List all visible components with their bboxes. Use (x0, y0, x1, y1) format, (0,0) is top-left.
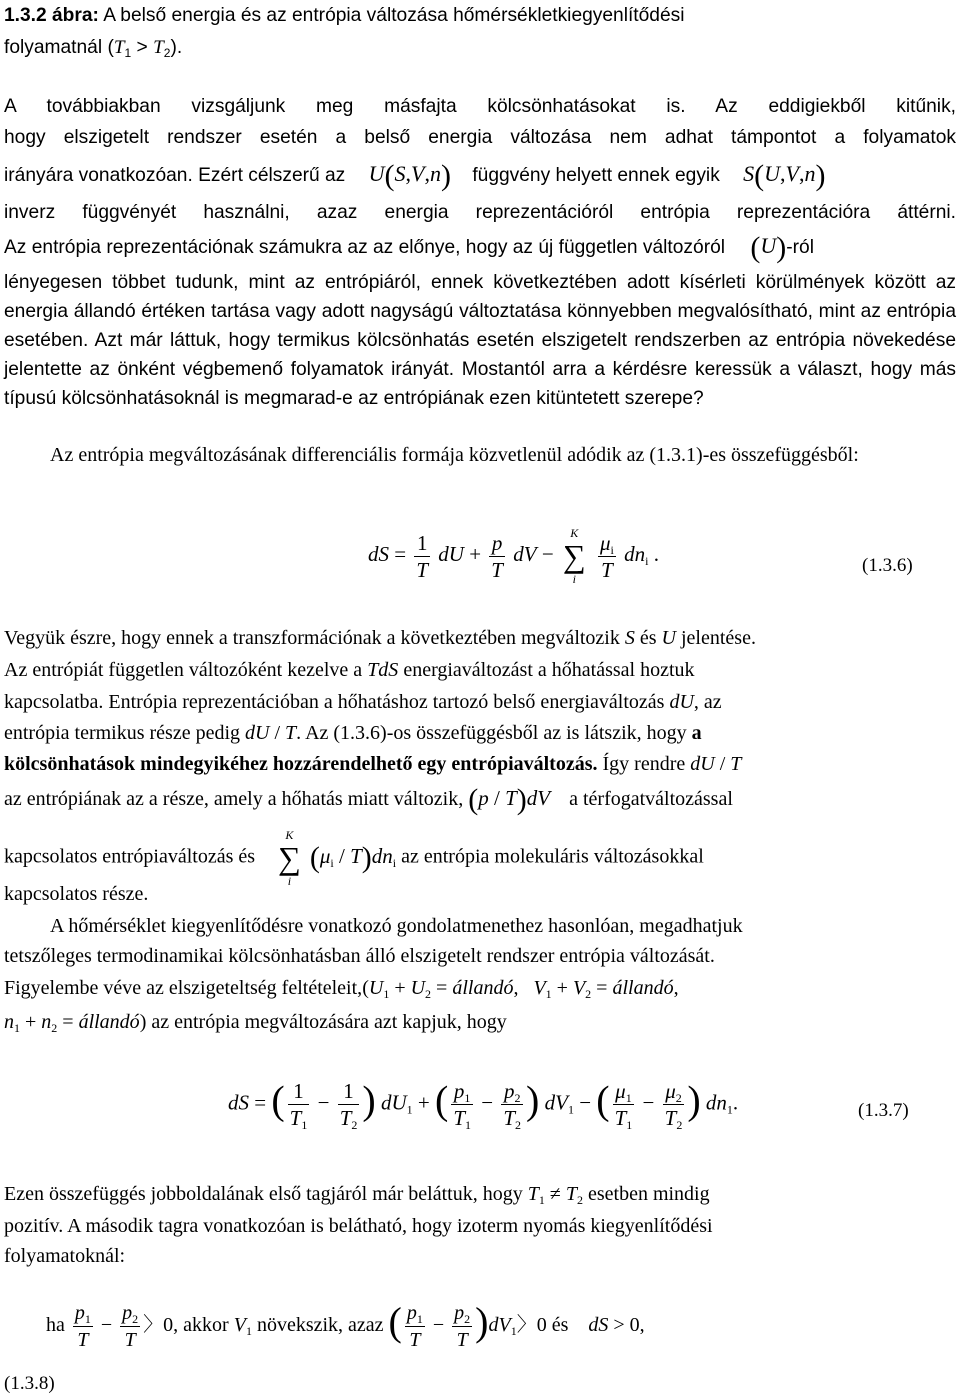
para4-line3: kapcsolatba. Entrópia reprezentációban a hőhatáshoz tartozó belső energiaváltozás dU, az (4, 691, 722, 713)
eq-label-1-3-7: (1.3.7) (858, 1100, 909, 1121)
equation-1-3-6: dS = $\frac{1}{T}$ dU + $\frac{p}{T}$ dV − K ∑ i $\frac{\mu_i}{T}$ $dn_i$ . (368, 526, 659, 586)
para4-line7: kapcsolatos entrópiaváltozás és K ∑ i $(\mu_i / T)dn_i$ az entrópia molekuláris változásokkal (4, 828, 704, 888)
para5-line1: A hőmérséklet kiegyenlítődésre vonatkozó gondolatmenethez hasonlóan, megadhatjuk (50, 915, 743, 937)
para2-body: lényegesen többet tudunk, mint az entrópiáról, ennek következtében adott kísérleti körülmények között az energia állandó értéken tartása vagy adott nagyságú változtatása könnyebben megvalósítható, mint az entrópia esetében. Azt már láttuk, hogy termikus kölcsönhatás esetén elszigetelt rendszerben az entrópia növekedése jelentette az önként végbemenő folyamatok irányát. Mostantól arra a kérdésre keressük a választ, hogy más típusú kölcsönhatásoknál is megmarad-e az entrópiának ezen kitüntetett szerepe? (4, 272, 956, 409)
para6-line3: folyamatoknál: (4, 1245, 126, 1267)
figure-caption: 1.3.2 ábra: A belső energia és az entrópia változása hőmérsékletkiegyenlítődési (4, 5, 685, 26)
para4-line6: az entrópiának az a része, amely a hőhatás miatt változik, (p / T)dV a térfogatváltozással (4, 783, 733, 816)
para1-line3: irányára vonatkozóan. Ezért célszerű az U(S,V,n) függvény helyett ennek egyik S(U,V,n) (4, 159, 826, 192)
para1-line1: A továbbiakban vizsgáljunk meg másfajta kölcsönhatásokat is. Az eddigiekből kitűnik, (4, 96, 956, 117)
caption-label: 1.3.2 ábra: (4, 5, 99, 26)
para5-line4: $n_1 + n_2$ = állandó) az entrópia megváltozására azt kapjuk, hogy (4, 1011, 507, 1035)
equation-1-3-8: ha $\frac{p_1}{T}$ − $\frac{p_2}{T}$ 〉0, akkor $V_1$ növekszik, azaz ( $\frac{p_1}{T}$ − $\frac{p_2}{T}$ )$dV_1$〉0 és dS > 0, (46, 1299, 645, 1351)
para4-line5: kölcsönhatások mindegyikéhez hozzárendelhető egy entrópiaváltozás. Így rendre dU / T (4, 753, 742, 775)
para3: Az entrópia megváltozásának differenciális formája közvetlenül adódik az (1.3.1)-es összefüggésből: (50, 444, 859, 466)
figure-caption-cont: folyamatnál $(T_1 > T_2)$. (4, 37, 183, 60)
eq-label-1-3-6: (1.3.6) (862, 555, 913, 576)
para4-line2: Az entrópiát független változóként kezelve a TdS energiaváltozást a hőhatással hoztuk (4, 659, 695, 681)
para4-line8: kapcsolatos része. (4, 883, 149, 905)
para1-line2: hogy elszigetelt rendszer esetén a belső energia változása nem adhat támpontot a folyamatok (4, 127, 956, 148)
para6-line2: pozitív. A második tagra vonatkozóan is belátható, hogy izoterm nyomás kiegyenlítődési (4, 1215, 713, 1237)
para5-line3: Figyelembe véve az elszigeteltség $feltételeit,(U_1 + U_2$ = állandó, $V_1 + V_2$ = állandó, (4, 977, 679, 1001)
para4-line1: Vegyük észre, hogy ennek a transzformációnak a következtében megváltozik S és U jelentése. (4, 627, 756, 649)
para2-line1: Az entrópia reprezentációnak számukra az az előnye, hogy az új független változóról (U)-ról (4, 231, 814, 264)
para4-line4: entrópia termikus része pedig dU / T. Az (1.3.6)-os összefüggésből az is látszik, hogy a (4, 722, 702, 744)
para6-line1: Ezen összefüggés jobboldalának első tagjáról már beláttuk, hogy $T_1 \ne T_2$ esetben mindig (4, 1183, 710, 1207)
equation-1-3-7: dS = ( $\frac{1}{T_1}$ − $\frac{1}{T_2}$ ) $dU_1$ + ( $\frac{p_1}{T_1}$ − $\frac{p_2}{T_2}$ ) $dV_1$ − ( $\frac{\mu_1}{T_1}$ − $\frac{\mu_2}{T_2}$ ) $dn_1$. (228, 1077, 739, 1132)
para1-line4: inverz függvényét használni, azaz energia reprezentációról entrópia reprezentációra áttérni. (4, 202, 956, 223)
para5-line2: tetszőleges termodinamikai kölcsönhatásban álló elszigetelt rendszer entrópia változását. (4, 945, 715, 967)
eq-label-1-3-8: (1.3.8) (4, 1373, 55, 1394)
